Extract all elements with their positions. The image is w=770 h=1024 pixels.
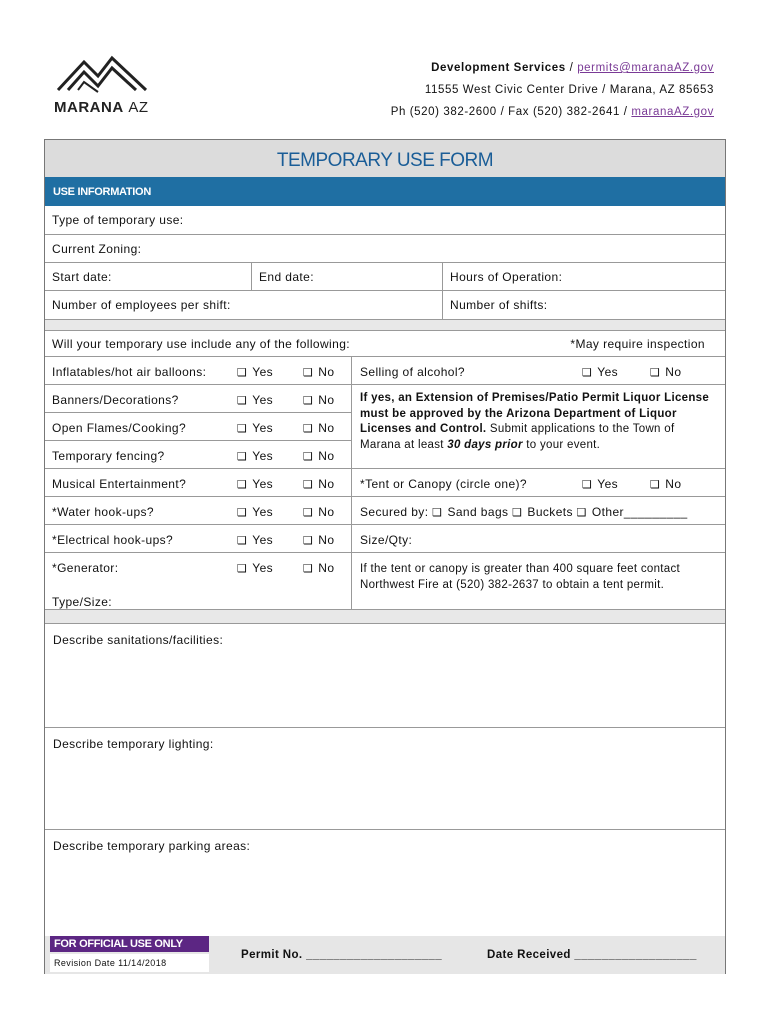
email-link[interactable]: permits@maranaAZ.gov	[577, 62, 714, 74]
option-other: Other_________	[591, 505, 688, 519]
org-name: Development Services	[431, 62, 566, 74]
checkbox-icon[interactable]: ❑	[237, 422, 248, 435]
days-emphasis: 30 days prior	[447, 438, 523, 451]
item-label: Open Flames/Cooking?	[52, 421, 187, 435]
item-label: Musical Entertainment?	[52, 477, 187, 491]
item-label: Temporary fencing?	[52, 449, 165, 463]
website-link[interactable]: maranaAZ.gov	[631, 106, 714, 118]
checkbox-icon[interactable]: ❑	[303, 562, 314, 575]
employees-field[interactable]	[45, 291, 442, 319]
yes-label: Yes	[252, 449, 274, 463]
official-use-label: FOR OFFICIAL USE ONLY	[50, 936, 209, 952]
checkbox-icon[interactable]: ❑	[582, 478, 593, 491]
no-label: No	[318, 421, 335, 435]
section-header: USE INFORMATION	[45, 177, 725, 206]
marana-logo	[54, 52, 154, 116]
yes-label: Yes	[252, 561, 274, 575]
checklist-row-generator	[45, 553, 351, 581]
checkbox-icon[interactable]: ❑	[237, 478, 248, 491]
checkbox-icon[interactable]: ❑	[237, 534, 248, 547]
employees-row	[45, 291, 725, 320]
type-of-use-field[interactable]	[45, 206, 725, 235]
lighting-field[interactable]	[45, 728, 725, 830]
checkbox-icon[interactable]: ❑	[650, 366, 661, 379]
no-label: No	[318, 505, 335, 519]
no-option[interactable]	[303, 365, 334, 379]
spacer	[45, 610, 725, 624]
field-label: Start date:	[52, 270, 112, 284]
field-label: Number of shifts:	[450, 298, 548, 312]
yes-label: Yes	[252, 477, 274, 491]
checklist-row-banners	[45, 385, 351, 413]
yes-label: Yes	[597, 365, 619, 379]
alcohol-label: Selling of alcohol?	[360, 365, 466, 379]
yes-option[interactable]	[237, 421, 273, 435]
yes-label: Yes	[252, 393, 274, 407]
checkbox-icon[interactable]: ❑	[432, 506, 443, 519]
checklist-row-inflatables	[45, 357, 351, 385]
yes-option[interactable]	[237, 365, 273, 379]
field-label: Describe temporary lighting:	[53, 737, 214, 751]
inspection-note: *May require inspection	[570, 337, 705, 351]
checkbox-icon[interactable]: ❑	[237, 450, 248, 463]
phone-text: Ph (520) 382-2600 / Fax (520) 382-2641 /	[390, 106, 632, 118]
checkbox-icon[interactable]: ❑	[303, 394, 314, 407]
field-label: End date:	[259, 270, 314, 284]
yes-option[interactable]	[237, 561, 273, 575]
form-title: TEMPORARY USE FORM	[45, 140, 725, 177]
header-line-1	[431, 62, 714, 74]
item-label: *Generator:	[52, 561, 119, 575]
parking-field[interactable]	[45, 830, 725, 936]
no-option[interactable]	[303, 449, 334, 463]
no-option[interactable]	[303, 505, 334, 519]
checkbox-icon[interactable]: ❑	[303, 366, 314, 379]
no-label: No	[318, 533, 335, 547]
current-zoning-field[interactable]	[45, 235, 725, 263]
item-label: *Water hook-ups?	[52, 505, 155, 519]
checkbox-icon[interactable]: ❑	[237, 366, 248, 379]
yes-option[interactable]	[237, 477, 273, 491]
checkbox-icon[interactable]: ❑	[237, 562, 248, 575]
alcohol-bold-text: If yes, an Extension of Premises/Patio Permit Liquor License must be approved by the Arizona Department of Liquor Licenses and Control.	[360, 392, 710, 435]
checkbox-icon[interactable]: ❑	[303, 450, 314, 463]
alcohol-yes[interactable]	[582, 365, 618, 379]
field-label: Describe sanitations/facilities:	[53, 633, 224, 647]
sanitation-field[interactable]	[45, 624, 725, 728]
size-qty-label: Size/Qty:	[360, 533, 413, 547]
no-option[interactable]	[303, 421, 334, 435]
separator: /	[565, 62, 578, 74]
checkbox-icon[interactable]: ❑	[582, 366, 593, 379]
yes-label: Yes	[252, 421, 274, 435]
tent-yes[interactable]	[582, 477, 618, 491]
alcohol-text: Submit applications to the Town of Marana at least	[360, 423, 675, 451]
no-option[interactable]	[303, 533, 334, 547]
start-date-field[interactable]	[45, 263, 251, 290]
no-label: No	[665, 477, 682, 491]
secured-label: Secured by:	[360, 505, 429, 519]
alcohol-notice	[352, 385, 725, 469]
tent-row	[352, 469, 725, 497]
checklist-row-music	[45, 469, 351, 497]
size-qty-row[interactable]	[352, 525, 725, 553]
spacer	[45, 320, 725, 331]
yes-option[interactable]	[237, 533, 273, 547]
no-label: No	[318, 449, 335, 463]
tent-label: *Tent or Canopy (circle one)?	[360, 477, 528, 491]
yes-option[interactable]	[237, 505, 273, 519]
dates-row	[45, 263, 725, 291]
include-question-row	[45, 331, 725, 357]
checkbox-icon[interactable]: ❑	[303, 422, 314, 435]
item-label: Inflatables/hot air balloons:	[52, 365, 207, 379]
no-option[interactable]	[303, 561, 334, 575]
option-buckets: Buckets	[527, 505, 573, 519]
checkbox-icon[interactable]: ❑	[512, 506, 523, 519]
mountain-logo-icon	[54, 52, 150, 94]
no-label: No	[318, 561, 335, 575]
field-label: Describe temporary parking areas:	[53, 839, 251, 853]
end-date-field[interactable]	[252, 263, 442, 290]
date-received-field[interactable]: Date Received __________________	[487, 949, 697, 961]
alcohol-no[interactable]	[650, 365, 681, 379]
alcohol-text-end: to your event.	[522, 438, 601, 451]
checkbox-icon[interactable]: ❑	[650, 478, 661, 491]
no-label: No	[318, 477, 335, 491]
alcohol-row	[352, 357, 725, 385]
checkbox-icon[interactable]: ❑	[576, 506, 587, 519]
secured-row	[352, 497, 725, 525]
type-size-label: Type/Size:	[52, 595, 113, 609]
field-label: Hours of Operation:	[450, 270, 563, 284]
include-question: Will your temporary use include any of the following:	[52, 337, 350, 351]
checklist-row-water	[45, 497, 351, 525]
checkbox-icon[interactable]: ❑	[237, 506, 248, 519]
header-line-2: 11555 West Civic Center Drive / Marana, AZ 85653	[424, 84, 714, 96]
shifts-field[interactable]	[443, 291, 725, 319]
yes-label: Yes	[252, 505, 274, 519]
revision-date: Revision Date 11/14/2018	[50, 954, 209, 972]
tent-no[interactable]	[650, 477, 681, 491]
tent-note: If the tent or canopy is greater than 400 square feet contact Northwest Fire at (520) 382-2637 to obtain a tent permit.	[360, 563, 681, 591]
temporary-use-form	[44, 139, 726, 974]
no-option[interactable]	[303, 393, 334, 407]
no-option[interactable]	[303, 477, 334, 491]
yes-option[interactable]	[237, 393, 273, 407]
field-label: Number of employees per shift:	[52, 298, 231, 312]
no-label: No	[318, 393, 335, 407]
permit-number-field[interactable]: Permit No. ____________________	[241, 949, 443, 961]
option-sandbags: Sand bags	[447, 505, 509, 519]
field-label: Current Zoning:	[52, 242, 142, 256]
checkbox-icon[interactable]: ❑	[303, 506, 314, 519]
checkbox-icon[interactable]: ❑	[237, 394, 248, 407]
yes-label: Yes	[252, 533, 274, 547]
logo-text: MARANA AZ	[54, 99, 149, 116]
yes-label: Yes	[597, 477, 619, 491]
secured-by	[360, 505, 688, 519]
item-label: Banners/Decorations?	[52, 393, 179, 407]
yes-option[interactable]	[237, 449, 273, 463]
no-label: No	[665, 365, 682, 379]
checkbox-icon[interactable]: ❑	[303, 534, 314, 547]
no-label: No	[318, 365, 335, 379]
hours-field[interactable]	[443, 263, 725, 290]
checklist-row-fencing	[45, 441, 351, 469]
item-label: *Electrical hook-ups?	[52, 533, 174, 547]
checklist-row-electrical	[45, 525, 351, 553]
checklist-section	[45, 357, 725, 610]
yes-label: Yes	[252, 365, 274, 379]
checkbox-icon[interactable]: ❑	[303, 478, 314, 491]
field-label: Type of temporary use:	[52, 213, 184, 227]
header-line-3	[391, 106, 714, 118]
checklist-row-open-flames	[45, 413, 351, 441]
